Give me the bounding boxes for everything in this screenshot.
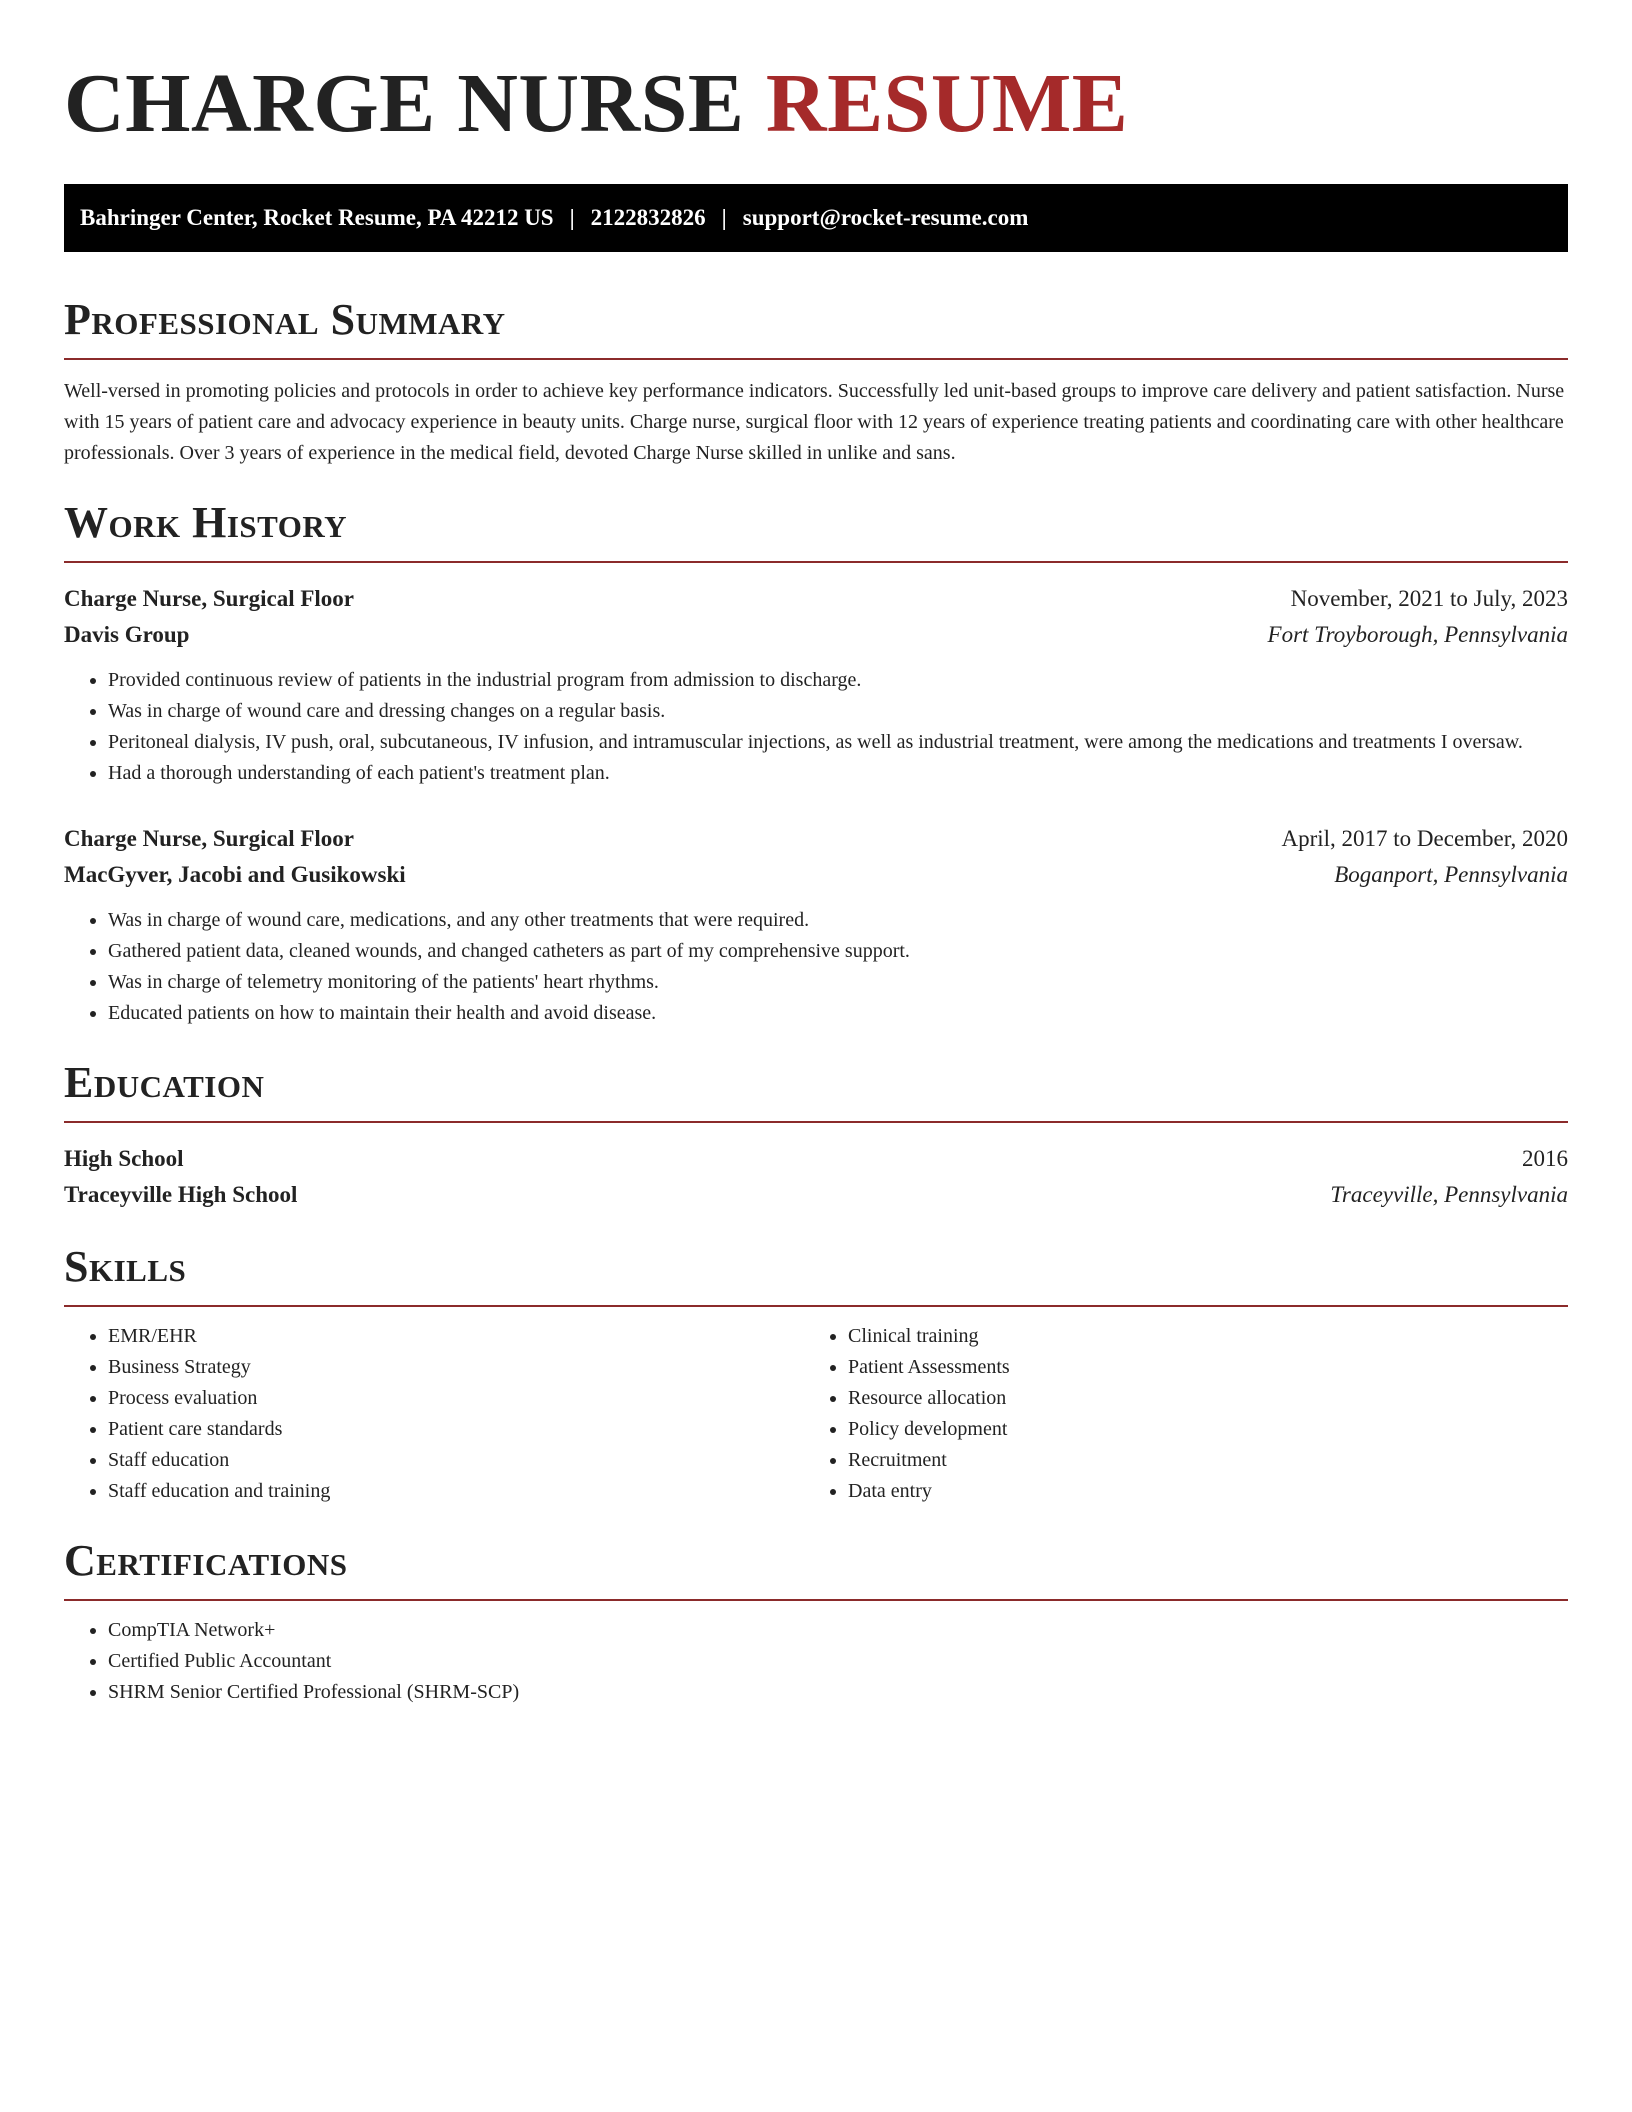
list-item: • Gathered patient data, cleaned wounds, and changed catheters as part of my comprehensive support.	[108, 936, 1568, 967]
list-item: • Policy development	[848, 1414, 1544, 1445]
list-item: • Staff education	[108, 1445, 804, 1476]
section-divider	[64, 358, 1568, 360]
list-item: • Staff education and training	[108, 1476, 804, 1507]
job-bullets	[64, 905, 1568, 1029]
resume-page	[64, 0, 1568, 1708]
list-item: • Patient Assessments	[848, 1352, 1544, 1383]
list-item: • Was in charge of wound care and dressing changes on a regular basis.	[108, 696, 1568, 727]
work-history-section	[64, 497, 1568, 1029]
summary-section	[64, 294, 1568, 469]
job-title: Charge Nurse, Surgical Floor	[64, 586, 355, 611]
list-item: • Had a thorough understanding of each patient's treatment plan.	[108, 758, 1568, 789]
title-main: CHARGE NURSE	[64, 57, 745, 150]
list-item: • Educated patients on how to maintain their health and avoid disease.	[108, 998, 1568, 1029]
list-item: • Resource allocation	[848, 1383, 1544, 1414]
education-location: Traceyville, Pennsylvania	[1330, 1182, 1568, 1207]
certifications-list	[64, 1615, 1568, 1708]
list-item: • Provided continuous review of patients in the industrial program from admission to discharge.	[108, 665, 1568, 696]
certifications-section	[64, 1535, 1568, 1708]
list-item: • Data entry	[848, 1476, 1544, 1507]
section-divider	[64, 561, 1568, 563]
skills-column-right	[804, 1321, 1544, 1507]
summary-heading: Professional Summary	[64, 295, 506, 344]
education-section	[64, 1057, 1568, 1213]
resume-title	[64, 56, 1568, 152]
education-year: 2016	[1522, 1146, 1568, 1171]
job-location: Boganport, Pennsylvania	[1334, 862, 1568, 887]
work-history-heading: Work History	[64, 498, 348, 547]
contact-separator: |	[569, 205, 575, 230]
contact-email: support@rocket-resume.com	[742, 205, 1029, 230]
job-company: Davis Group	[64, 622, 190, 647]
list-item: • Process evaluation	[108, 1383, 804, 1414]
job-title: Charge Nurse, Surgical Floor	[64, 826, 355, 851]
section-divider	[64, 1305, 1568, 1307]
contact-separator: |	[721, 205, 727, 230]
skills-heading: Skills	[64, 1242, 187, 1291]
list-item: • Recruitment	[848, 1445, 1544, 1476]
job-entry	[64, 821, 1568, 1029]
contact-address: Bahringer Center, Rocket Resume, PA 42212 US	[80, 205, 554, 230]
education-heading: Education	[64, 1058, 265, 1107]
job-bullets	[64, 665, 1568, 789]
section-divider	[64, 1599, 1568, 1601]
title-accent: RESUME	[765, 57, 1129, 150]
list-item: • CompTIA Network+	[108, 1615, 1568, 1646]
list-item: • Peritoneal dialysis, IV push, oral, subcutaneous, IV infusion, and intramuscular injections, as well as industrial treatment, were among the medications and treatments I oversaw.	[108, 727, 1568, 758]
section-divider	[64, 1121, 1568, 1123]
list-item: • Was in charge of telemetry monitoring of the patients' heart rhythms.	[108, 967, 1568, 998]
job-entry	[64, 581, 1568, 789]
skills-section	[64, 1241, 1568, 1507]
skills-grid	[64, 1321, 1568, 1507]
list-item: • Was in charge of wound care, medications, and any other treatments that were required.	[108, 905, 1568, 936]
list-item: • Patient care standards	[108, 1414, 804, 1445]
skills-column-left	[64, 1321, 804, 1507]
job-dates: November, 2021 to July, 2023	[1290, 586, 1568, 611]
summary-text: Well-versed in promoting policies and protocols in order to achieve key performance indicators. Successfully led unit-based groups to improve care delivery and patient satisfaction. Nurse with 15 years of patient care and advocacy experience in beauty units. Charge nurse, surgical floor with 12 years of experience treating patients and coordinating care with other healthcare professionals. Over 3 years of experience in the medical field, devoted Charge Nurse skilled in unlike and sans.	[64, 380, 1565, 464]
list-item: • SHRM Senior Certified Professional (SHRM-SCP)	[108, 1677, 1568, 1708]
education-school: Traceyville High School	[64, 1182, 298, 1207]
list-item: • Business Strategy	[108, 1352, 804, 1383]
contact-phone: 2122832826	[590, 205, 706, 230]
job-dates: April, 2017 to December, 2020	[1281, 826, 1568, 851]
job-location: Fort Troyborough, Pennsylvania	[1267, 622, 1568, 647]
contact-bar	[64, 184, 1568, 252]
list-item: • Clinical training	[848, 1321, 1544, 1352]
list-item: • EMR/EHR	[108, 1321, 804, 1352]
education-degree: High School	[64, 1146, 184, 1171]
list-item: • Certified Public Accountant	[108, 1646, 1568, 1677]
certifications-heading: Certifications	[64, 1536, 348, 1585]
job-company: MacGyver, Jacobi and Gusikowski	[64, 862, 406, 887]
education-entry	[64, 1141, 1568, 1213]
